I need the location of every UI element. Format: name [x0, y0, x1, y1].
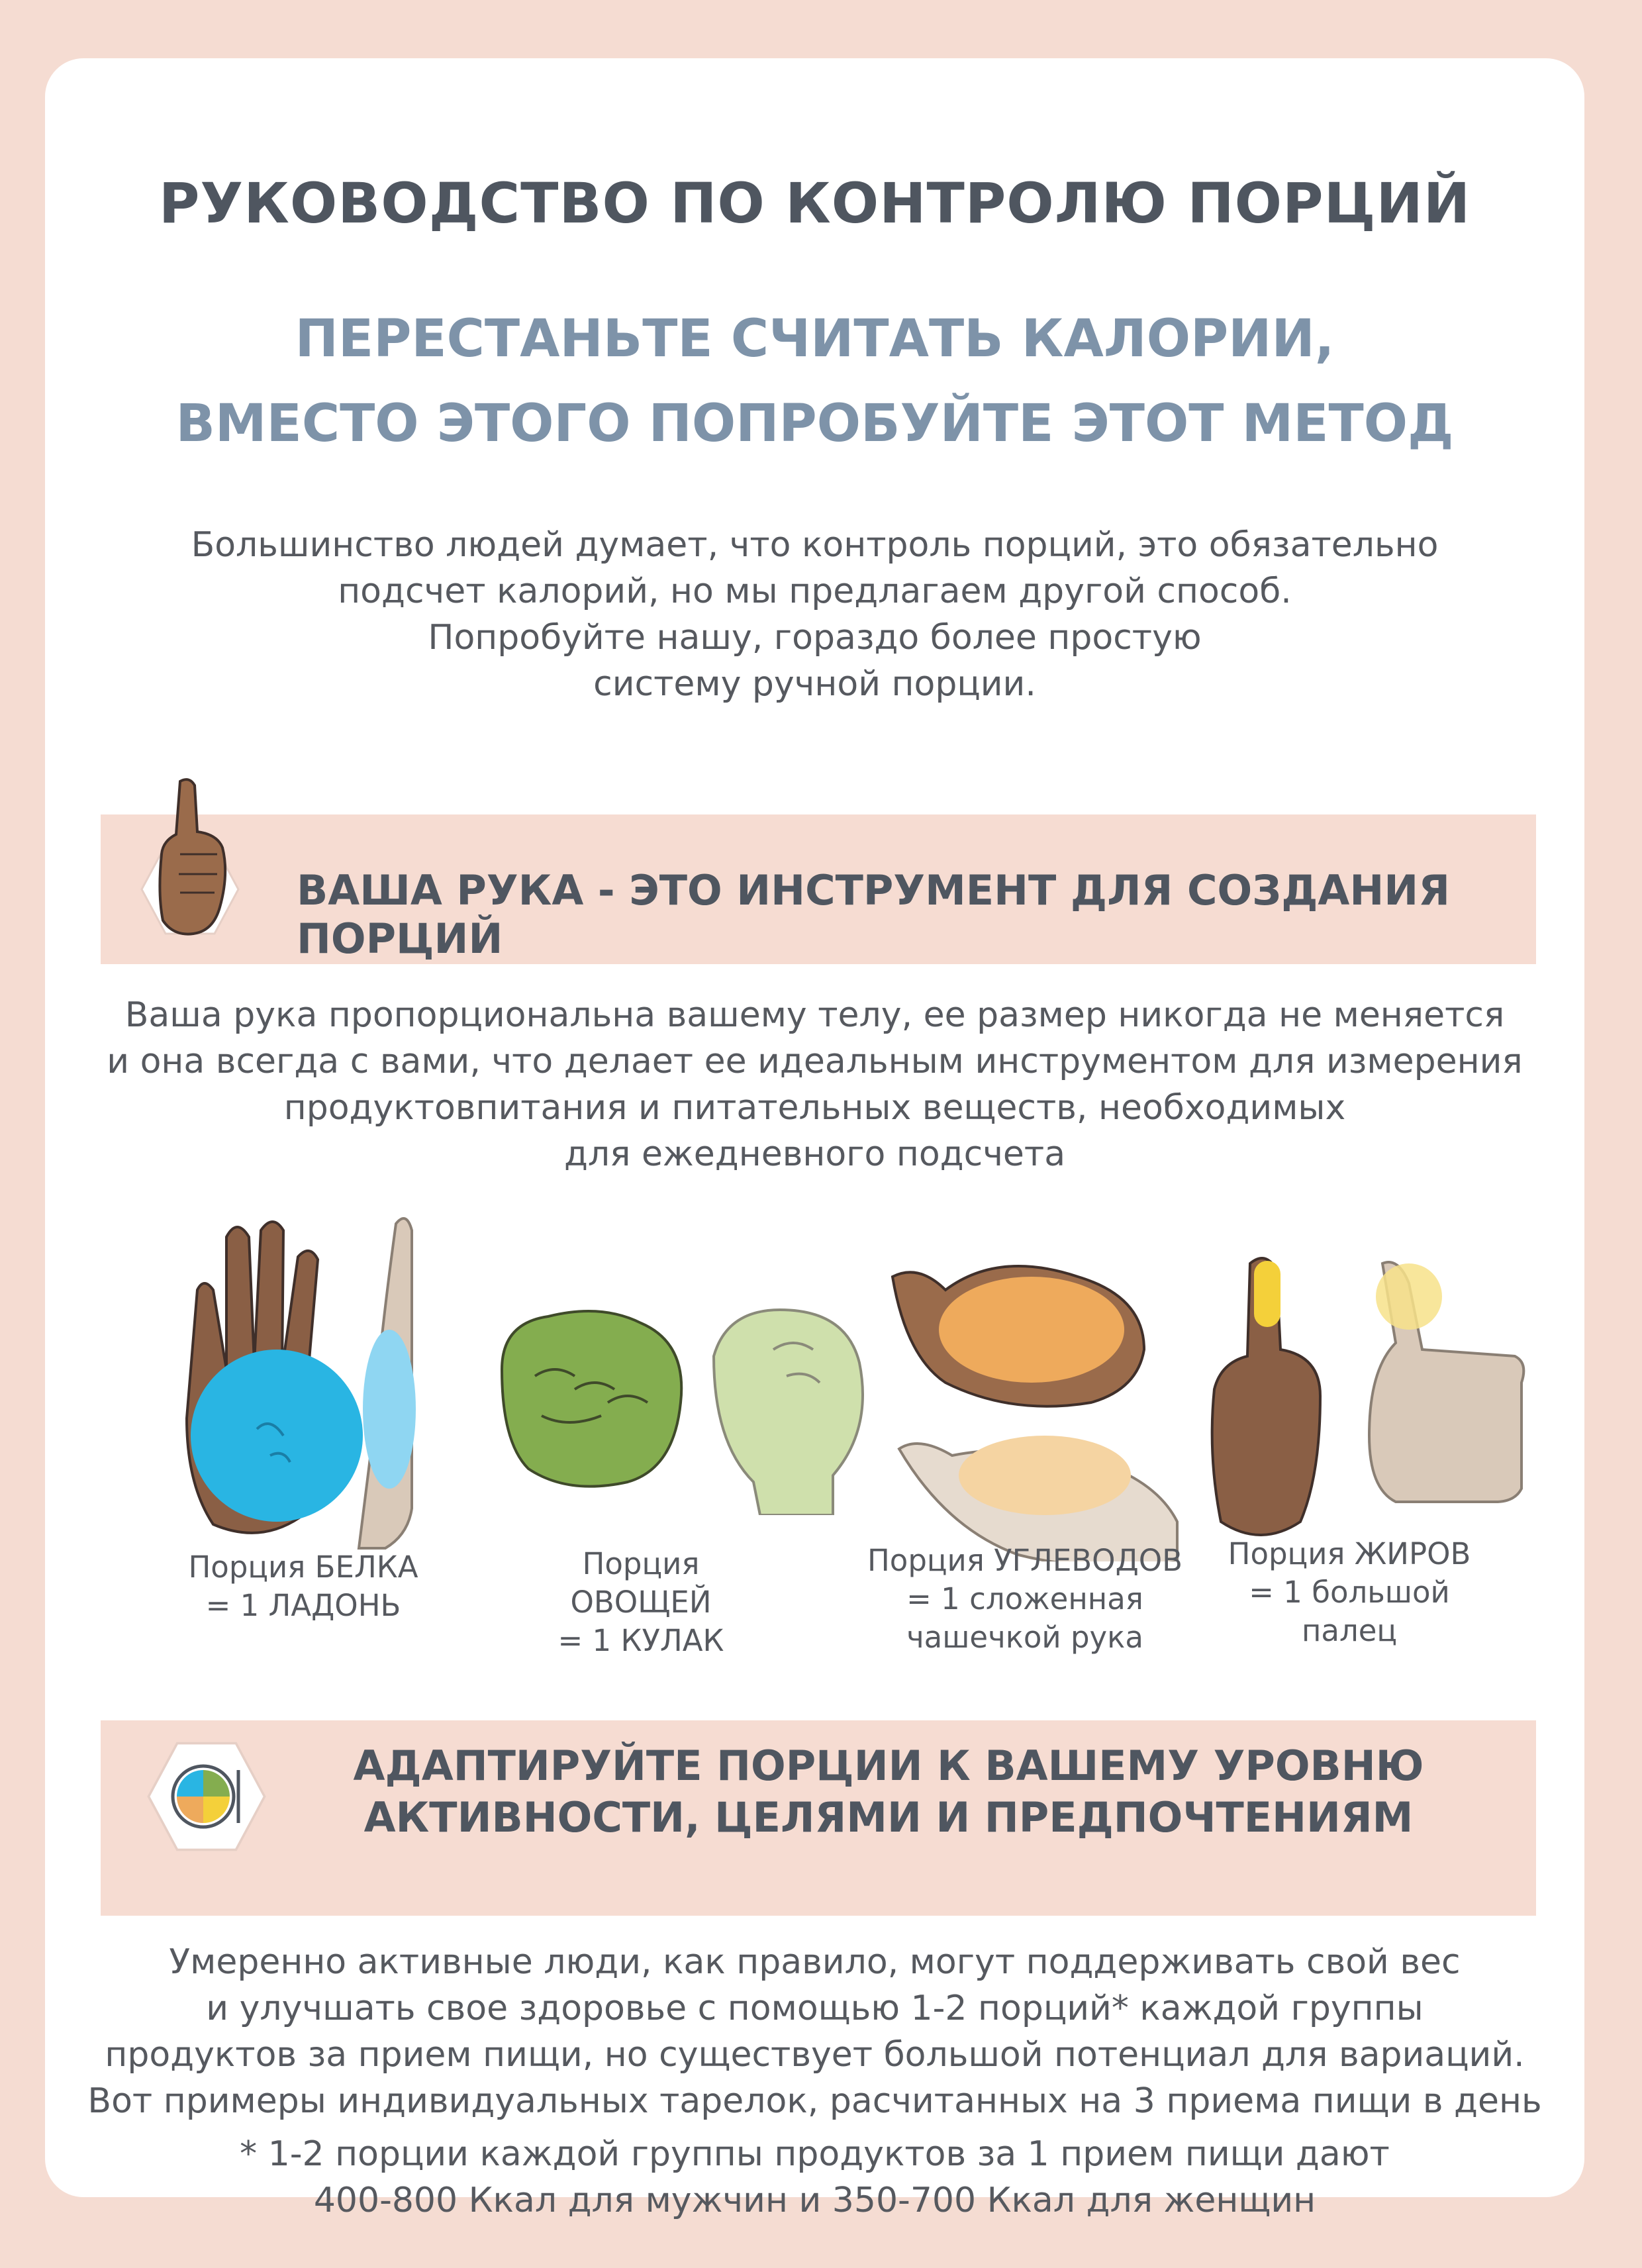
body-line: продуктовпитания и питательных веществ, необходимых: [283, 1088, 1346, 1128]
section2-body: [45, 1939, 1584, 2124]
body-line: продуктов за прием пищи, но существует большой потенциал для вариаций.: [105, 2035, 1525, 2075]
intro-line: Попробуйте нашу, гораздо более простую: [428, 618, 1202, 658]
body-line: для ежедневного подсчета: [563, 1134, 1066, 1174]
body-line: Вот примеры индивидуальных тарелок, расчитанных на 3 приема пищи в день: [87, 2081, 1542, 2121]
plate-icon: [167, 1757, 246, 1836]
intro-line: систему ручной порции.: [593, 664, 1036, 704]
section-heading-line: АКТИВНОСТИ, ЦЕЛЯМИ И ПРЕДПОЧТЕНИЯМ: [363, 1793, 1414, 1842]
fist-icon: [495, 1290, 893, 1515]
section-band-adapt-portions: [101, 1720, 1536, 1916]
portion-label-line: Порция УГЛЕВОДОВ: [867, 1543, 1183, 1578]
body-line: Ваша рука пропорциональна вашему телу, ее размер никогда не меняется: [124, 995, 1505, 1035]
portion-label-line: = 1 ЛАДОНЬ: [205, 1588, 401, 1623]
portion-label-line: = 1 КУЛАК: [557, 1623, 724, 1658]
portion-label-protein: [171, 1548, 436, 1625]
palm-icon: [171, 1210, 469, 1568]
intro-line: Большинство людей думает, что контроль порций, это обязательно: [191, 525, 1439, 565]
content-card: [45, 58, 1584, 2220]
portion-label-line: = 1 большой: [1249, 1575, 1450, 1610]
body-line: Умеренно активные люди, как правило, могут поддерживать свой вес: [169, 1942, 1461, 1982]
portion-label-line: чашечкой рука: [906, 1620, 1143, 1655]
portion-label-line: Порция ОВОЩЕЙ: [570, 1546, 712, 1620]
portion-label-line: Порция БЕЛКА: [188, 1550, 418, 1585]
page-title: РУКОВОДСТВО ПО КОНТРОЛЮ ПОРЦИЙ: [158, 171, 1471, 236]
intro-line: подсчет калорий, но мы предлагаем другой способ.: [338, 571, 1292, 611]
footnote-line: 400-800 Ккал для мужчин и 350-700 Ккал для женщин: [313, 2181, 1316, 2220]
portion-label-vegetables: [508, 1545, 773, 1660]
subtitle-line: ПЕРЕСТАНЬТЕ СЧИТАТЬ КАЛОРИИ,: [295, 309, 1335, 369]
section-heading: [273, 1740, 1504, 1844]
intro-text: [45, 522, 1584, 707]
portion-label-carbs: [866, 1542, 1184, 1657]
footnote-line: * 1-2 порции каждой группы продуктов за 1 прием пищи дают: [240, 2134, 1390, 2174]
body-line: и она всегда с вами, что делает ее идеальным инструментом для измерения: [107, 1042, 1523, 1081]
thumb-icon: [1210, 1250, 1541, 1542]
portion-label-fats: [1210, 1535, 1488, 1650]
thumbs-up-icon: [154, 775, 233, 940]
cupped-hand-icon: [879, 1250, 1224, 1561]
section-band-hand-tool: [101, 814, 1536, 964]
portion-label-line: палец: [1301, 1613, 1398, 1648]
page-subtitle: [45, 297, 1584, 466]
subtitle-line: ВМЕСТО ЭТОГО ПОПРОБУЙТЕ ЭТОТ МЕТОД: [175, 394, 1454, 454]
footnote: [45, 2131, 1584, 2224]
section1-body: [45, 992, 1584, 1177]
body-line: и улучшать свое здоровье с помощью 1-2 порций* каждой группы: [206, 1989, 1424, 2028]
portion-label-line: Порция ЖИРОВ: [1228, 1536, 1471, 1571]
portion-label-line: = 1 сложенная: [906, 1581, 1143, 1616]
section-heading: ВАША РУКА - ЭТО ИНСТРУМЕНТ ДЛЯ СОЗДАНИЯ ПОРЦИЙ: [297, 866, 1450, 963]
section-heading-line: АДАПТИРУЙТЕ ПОРЦИИ К ВАШЕМУ УРОВНЮ: [353, 1742, 1424, 1790]
